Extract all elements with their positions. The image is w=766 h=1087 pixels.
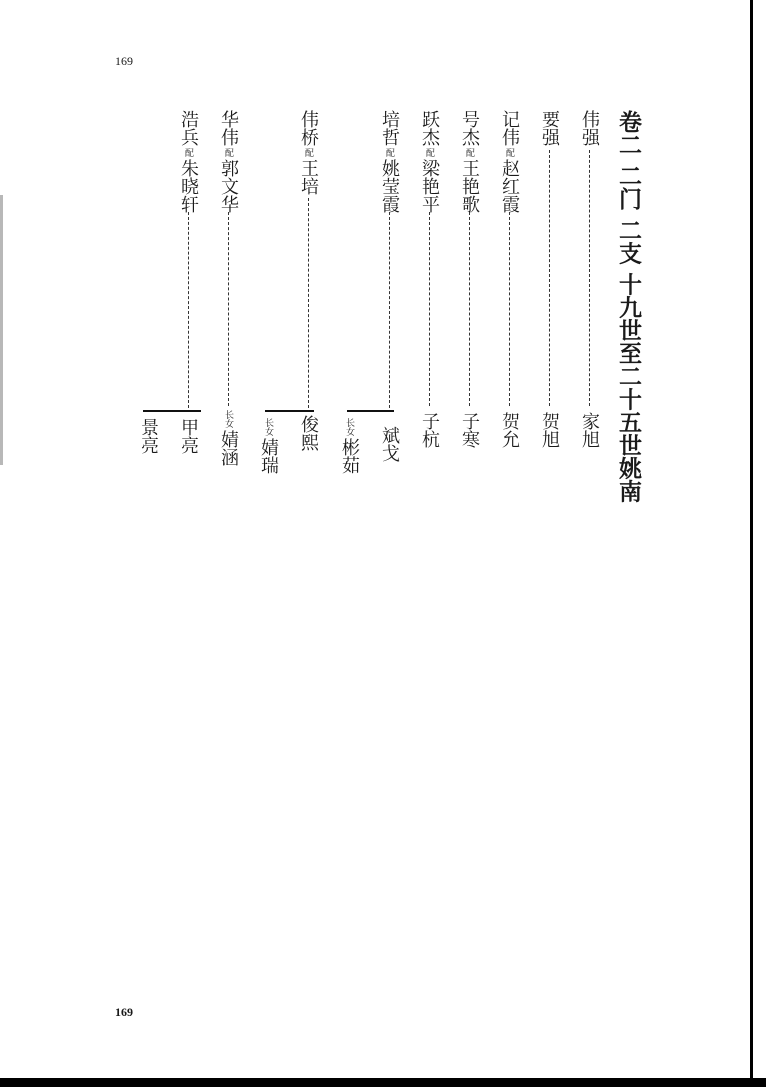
sibling-bracket (347, 410, 394, 412)
child-name: 斌戈 (379, 426, 400, 462)
child-rank: 长女 (344, 418, 354, 436)
parent-name: 要强 (539, 110, 560, 146)
child-name: 婧涵 (218, 430, 239, 466)
parent-name: 培哲 (379, 110, 400, 146)
spouse-name: 王艳歌 (459, 159, 480, 213)
lineage-line (429, 212, 430, 406)
child-name: 婧瑞 (258, 438, 279, 474)
parent-name: 跃杰 (419, 110, 440, 146)
parent-with-spouse (460, 110, 478, 213)
parent-with-spouse (420, 110, 438, 213)
page-border-right (750, 0, 753, 1087)
child-name: 贺允 (499, 412, 520, 448)
page-number-bottom: 169 (115, 1005, 133, 1019)
lineage-line (469, 212, 470, 406)
spouse-name: 朱晓轩 (178, 159, 199, 213)
child-name: 贺旭 (539, 412, 560, 448)
child-name: 俊熙 (298, 415, 319, 451)
scan-edge-mark (0, 195, 3, 465)
child-name: 景亮 (138, 418, 159, 454)
page-number-top: 169 (115, 54, 133, 68)
parent-with-spouse (500, 110, 518, 213)
child-rank: 长女 (223, 410, 233, 428)
lineage-line (188, 212, 189, 408)
spouse-name: 王培 (298, 159, 319, 195)
parent-name: 伟桥 (298, 110, 319, 146)
parent-name: 记伟 (499, 110, 520, 146)
parent-with-spouse (179, 110, 197, 213)
child-name-with-rank (340, 418, 358, 474)
child-name-with-rank (219, 410, 237, 466)
child-name: 家旭 (579, 412, 600, 448)
lineage-line (589, 150, 590, 406)
spouse-mark: 配 (303, 148, 313, 157)
parent-with-spouse (380, 110, 398, 213)
spouse-name: 梁艳平 (419, 159, 440, 213)
child-name-with-rank (259, 418, 277, 474)
page-border-bottom (0, 1078, 766, 1087)
spouse-mark: 配 (384, 148, 394, 157)
parent-name: 号杰 (459, 110, 480, 146)
parent-with-spouse (299, 110, 317, 195)
spouse-mark: 配 (424, 148, 434, 157)
child-name: 甲亮 (178, 418, 199, 454)
spouse-name: 赵红霞 (499, 159, 520, 213)
sibling-bracket (265, 410, 314, 412)
parent-with-spouse (219, 110, 237, 213)
spouse-mark: 配 (183, 148, 193, 157)
spouse-name: 姚莹霞 (379, 159, 400, 213)
spouse-name: 郭文华 (218, 159, 239, 213)
parent-name: 伟强 (579, 110, 600, 146)
page-title: 卷二 二门 二支 十九世至二十五世姚南 (615, 110, 642, 503)
child-name: 彬茹 (339, 438, 360, 474)
spouse-mark: 配 (223, 148, 233, 157)
spouse-mark: 配 (504, 148, 514, 157)
lineage-line (308, 198, 309, 408)
child-rank: 长女 (263, 418, 273, 436)
lineage-line (228, 212, 229, 406)
child-name: 子杭 (419, 412, 440, 448)
sibling-bracket (143, 410, 201, 412)
parent-name: 华伟 (218, 110, 239, 146)
child-name: 子寒 (459, 412, 480, 448)
spouse-mark: 配 (464, 148, 474, 157)
lineage-line (549, 150, 550, 406)
lineage-line (509, 212, 510, 406)
lineage-line (389, 212, 390, 408)
parent-name: 浩兵 (178, 110, 199, 146)
